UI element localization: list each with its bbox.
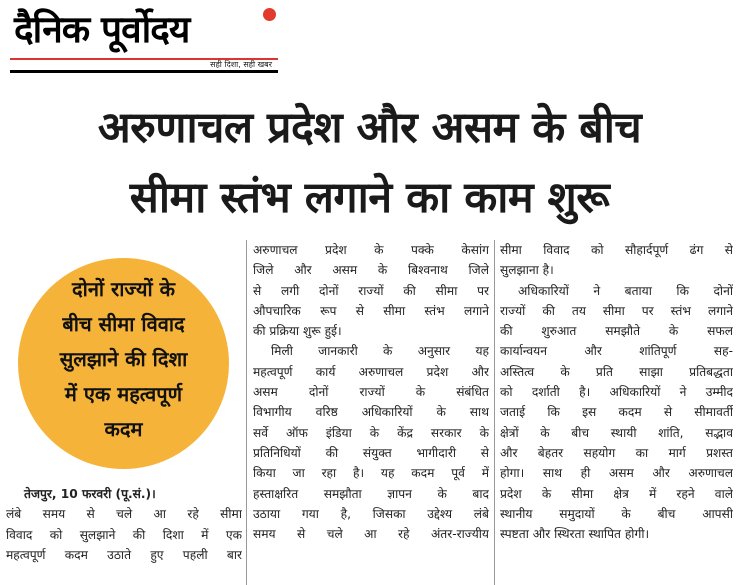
text-line: विभागीय वरिष्ठ अधिकारियों के साथ: [253, 405, 489, 420]
headline-line-1: अरुणाचल प्रदेश और असम के बीच: [97, 103, 642, 153]
text-line: क्षेत्रों के बीच स्थायी शांति, सद्भाव: [500, 425, 733, 440]
article-column-2: [253, 240, 489, 544]
text-line: अस्तित्व के प्रति साझा प्रतिबद्धता: [500, 364, 733, 379]
text-line: सीमा विवाद को सौहार्दपूर्ण ढंग से: [500, 243, 733, 257]
text-line: स्थानीय समुदायों के बीच आपसी: [500, 506, 733, 521]
text-line: औपचारिक रूप से सीमा स्तंभ लगाने: [253, 303, 489, 318]
pull-quote-line: में एक महत्वपूर्ण: [64, 382, 183, 406]
text-line: प्रदेश के सीमा क्षेत्र में रहने वाले: [500, 486, 733, 501]
text-line: और बेहतर सहयोग का मार्ग प्रशस्त: [500, 445, 733, 460]
text-line: प्रतिनिधियों की संयुक्त भागीदारी से: [253, 445, 489, 460]
masthead-bar: [10, 70, 278, 73]
pull-quote-line: कदम: [104, 417, 143, 441]
text-line: को दर्शाती है। अधिकारियों ने उम्मीद: [500, 385, 733, 400]
text-line: स्पष्टता और स्थिरता स्थापित होगी।: [500, 527, 650, 542]
text-line: महत्वपूर्ण कदम उठाते हुए पहली बार: [6, 547, 242, 562]
text-line: अधिकारियों ने बताया कि दोनों: [518, 283, 733, 298]
headline-line-2: सीमा स्तंभ लगाने का काम शुरू: [129, 173, 610, 223]
masthead: [8, 2, 278, 72]
text-line: महत्वपूर्ण कार्य अरुणाचल प्रदेश और: [253, 364, 489, 379]
pull-quote-line: बीच सीमा विवाद: [62, 312, 185, 336]
text-line: हस्ताक्षरित समझौता ज्ञापन के बाद: [253, 486, 489, 501]
pull-quote: [28, 272, 219, 447]
article-column-1: [6, 484, 242, 565]
text-line: उठाया गया है, जिसका उद्देश्य लंबे: [253, 506, 489, 521]
text-line: अरुणाचल प्रदेश के पक्के केसांग: [253, 243, 489, 257]
text-line: विवाद को सुलझाने की दिशा में एक: [6, 527, 242, 542]
article-column-3: [500, 240, 733, 544]
text-line: समय से चले आ रहे अंतर-राज्यीय: [253, 527, 489, 542]
pull-quote-line: सुलझाने की दिशा: [59, 347, 188, 371]
text-line: कार्यान्वयन और शांतिपूर्ण सह-: [500, 344, 733, 359]
text-line: से लगी दोनों राज्यों की सीमा पर: [253, 283, 489, 298]
column-divider: [494, 240, 495, 585]
text-line: होगा। साथ ही असम और अरुणाचल: [500, 466, 733, 481]
text-line: सुलझाना है।: [500, 263, 554, 278]
column-divider: [246, 240, 247, 585]
masthead-title: दैनिक पूर्वोदय: [14, 8, 190, 51]
pull-quote-line: दोनों राज्यों के: [72, 277, 175, 301]
text-line: लंबे समय से चले आ रहे सीमा: [6, 507, 242, 522]
masthead-dot: [263, 8, 276, 21]
text-line: की शुरुआत समझौते के सफल: [500, 324, 733, 339]
text-line: असम दोनों राज्यों के संबंधित: [253, 385, 489, 400]
text-line: की प्रक्रिया शुरू हुई।: [253, 324, 342, 339]
text-line: किया जा रहा है। यह कदम पूर्व में: [253, 466, 489, 481]
text-line: जिले और असम के बिश्वनाथ जिले: [253, 263, 489, 278]
dateline: तेजपुर, 10 फरवरी (पू.सं.)।: [24, 487, 156, 501]
text-line: जताई कि इस कदम से सीमावर्ती: [500, 405, 733, 420]
text-line: राज्यों की तय सीमा पर स्तंभ लगाने: [500, 303, 733, 318]
text-line: सर्वे ऑफ इंडिया के केंद्र सरकार के: [253, 425, 489, 440]
text-line: मिली जानकारी के अनुसार यह: [271, 344, 489, 359]
masthead-tagline: सही दिशा, सही खबर: [210, 60, 272, 69]
